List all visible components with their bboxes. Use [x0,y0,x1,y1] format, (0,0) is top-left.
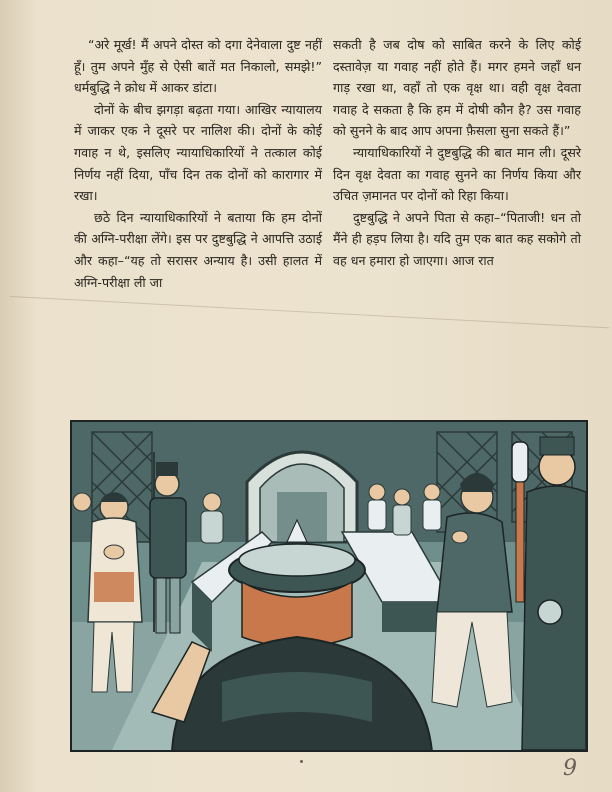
story-column-left [74,34,322,293]
paragraph: “अरे मूर्ख! मैं अपने दोस्त को दगा देनेवाला दुष्ट नहीं हूँ। तुम अपने मुँह से ऐसी बातें मत निकालो, समझे!” धर्मबुद्धि ने क्रोध में आकर डांटा। [74,37,322,96]
paragraph: न्यायाधिकारियों ने दुष्टबुद्धि की बात मान ली। दूसरे दिन वृक्ष देवता का गवाह सुनने का निर्णय किया और उचित ज़मानत पर दोनों को रिहा किया। [333,144,581,204]
seated-officials-right [368,484,441,535]
paragraph: सकती है जब दोष को साबित करने के लिए कोई दस्तावेज़ या गवाह नहीं होते हैं। मगर हमने जहाँ धन गाड़ रखा था, वहाँ तो एक वृक्ष था। वही वृक्ष देवता गवाह दे सकता है कि हम में दोषी कौन है? उस गवाह को सुनने के बाद आप अपना फ़ैसला सुना सकते हैं।” [333,37,581,139]
court-scene-drawing [72,422,586,750]
center-dot [300,760,303,763]
paragraph: दोनों के बीच झगड़ा बढ़ता गया। आखिर न्यायालय में जाकर एक ने दूसरे पर नालिश की। दोनों के कोई गवाह न थे, इसलिए न्यायाधिकारियों ने तत्काल कोई निर्णय नहीं दिया, पाँच दिन तक दोनों को कारागार में रखा। [74,101,322,204]
court-scene-illustration [70,420,588,752]
paragraph: दुष्टबुद्धि ने अपने पिता से कहा–“पिताजी! धन तो मैंने ही हड़प लिया है। यदि तुम एक बात कह सकोगे तो वह धन हमारा हो जाएगा। आज रात [333,209,581,268]
page-number: 9 [563,756,577,781]
page-fold-line [10,296,609,328]
paragraph: छठे दिन न्यायाधिकारियों ने बताया कि हम दोनों की अग्नि-परीक्षा लेंगे। इस पर दुष्टबुद्धि ने आपत्ति उठाई और कहा–“यह तो सरासर अन्याय है। उसी हालत में अग्नि-परीक्षा ली जा [74,209,322,290]
story-column-right [333,34,581,272]
